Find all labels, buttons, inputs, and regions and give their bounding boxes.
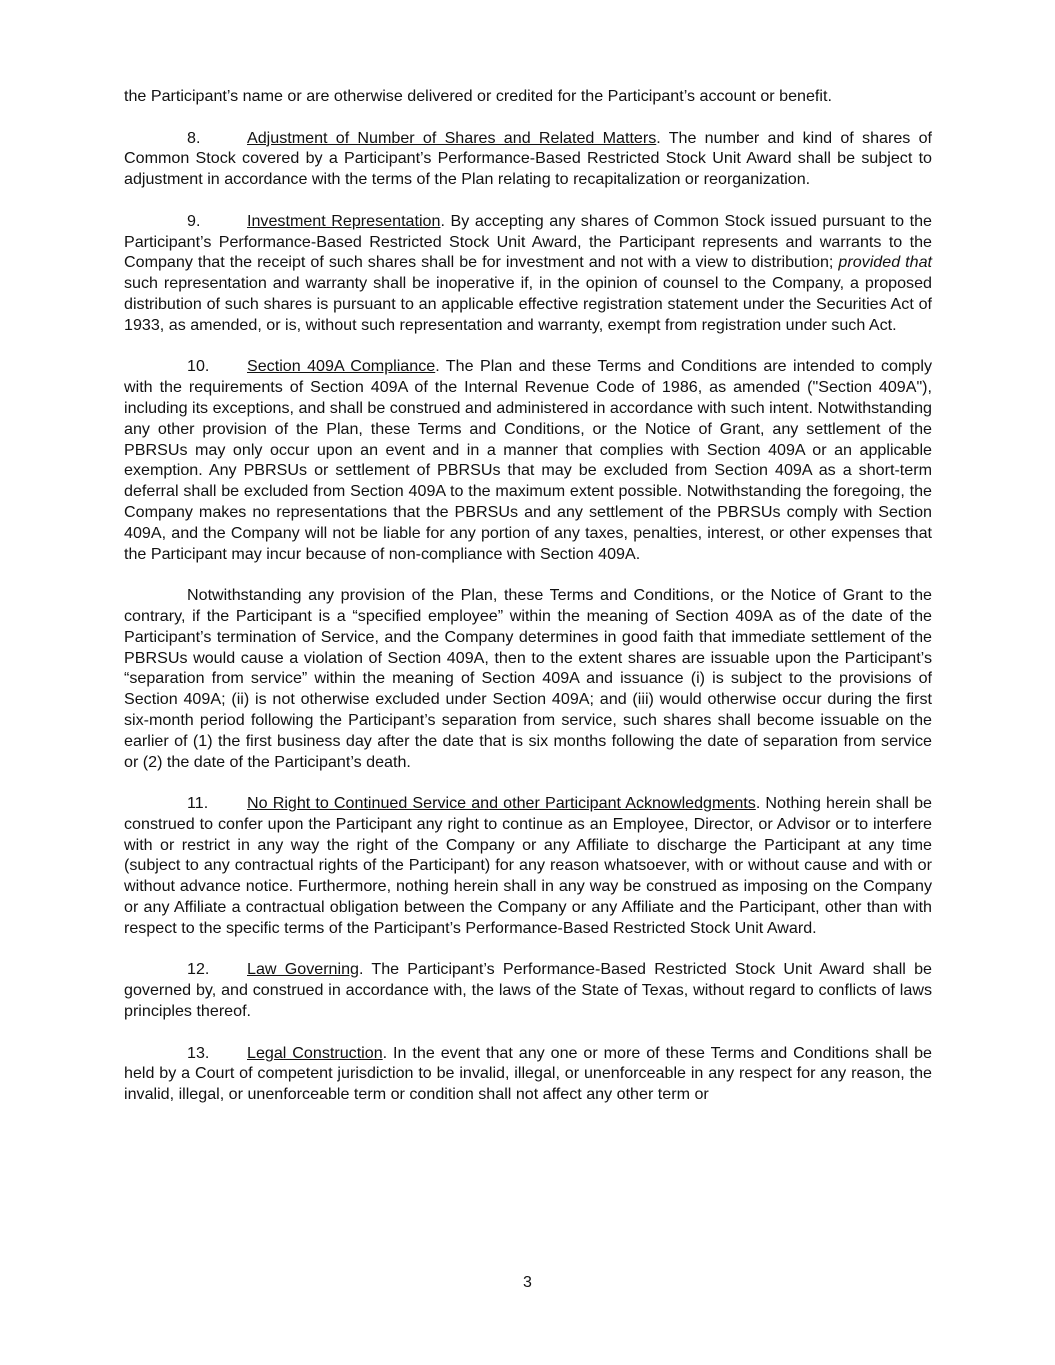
document-page [124,86,932,1126]
page-number: 3 [523,1274,532,1291]
section-heading: No Right to Continued Service and other Participant Acknowledgments [247,794,756,813]
section-body: . The Plan and these Terms and Conditions are intended to comply with the requirements of Section 409A of the Internal Revenue Code of 1986, as amended ("Section 409A"), including its exceptions, and shall be construed and administered in accordance with such intent. Notwithstanding any other provision of the Plan, these Terms and Conditions, or the Notice of Grant, any settlement of the PBRSUs may only occur upon an event and in a manner that complies with Section 409A or an applicable exemption. Any PBRSUs or settlement of PBRSUs that may be excluded from Section 409A as a short-term deferral shall be excluded from Section 409A to the maximum extent possible. Notwithstanding the foregoing, the Company makes no representations that the PBRSUs and any settlement of the PBRSUs comply with Section 409A, and the Company will not be liable for any portion of any taxes, penalties, interest, or other expenses that the Participant may incur because of non-compliance with Section 409A. [124,357,932,563]
section-number: 13. [187,1043,210,1062]
section-body: . The number and kind of shares of Common Stock covered by a Participant’s Performance-Based Restricted Stock Unit Award shall be subject to adjustment in accordance with the terms of the Plan relating to recapitalization or reorganization. [124,128,932,189]
section-13 [124,1043,932,1105]
section-heading: Investment Representation [247,211,441,230]
section-9 [124,211,932,336]
continuation-paragraph: the Participant’s name or are otherwise delivered or credited for the Participant’s account or benefit. [124,87,832,105]
section-heading: Legal Construction [247,1043,383,1062]
section-12 [124,959,932,1021]
section-heading: Law Governing [247,960,359,979]
section-body-continued: such representation and warranty shall be inoperative if, in the opinion of counsel to the Company, a proposed distribution of such shares is pursuant to an applicable effective registration statement under the Securities Act of 1933, as amended, or is, without such representation and warranty, exempt from registration under such Act. [124,274,932,334]
section-number: 12. [187,960,210,979]
section-body: . Nothing herein shall be construed to confer upon the Participant any right to continue as an Employee, Director, or Advisor or to interfere with or restrict in any way the right of the Company or any Affiliate to discharge the Participant at any time (subject to any contractual rights of the Participant) for any reason whatsoever, with or without cause and with or without advance notice. Furthermore, nothing herein shall in any way be construed as imposing on the Company or any Affiliate a contractual obligation between the Company or any Affiliate and the Participant, other than with respect to the specific terms of the Participant’s Performance-Based Restricted Stock Unit Award. [124,794,932,937]
section-number: 9. [187,211,201,230]
italic-phrase: provided that [838,253,932,272]
section-number: 8. [187,128,201,147]
section-number: 11. [187,794,209,813]
section-body: . The Participant’s Performance-Based Restricted Stock Unit Award shall be governed by, and construed in accordance with, the laws of the State of Texas, without regard to conflicts of laws principles thereof. [124,960,932,1021]
section-10-continuation: Notwithstanding any provision of the Plan, these Terms and Conditions, or the Notice of Grant to the contrary, if the Participant is a “specified employee” within the meaning of Section 409A as of the date of the Participant’s termination of Service, and the Company determines in good faith that immediate settlement of the PBRSUs would cause a violation of Section 409A, then to the extent shares are issuable upon the Participant’s “separation from service” within the meaning of Section 409A and issuance (i) is subject to the provisions of Section 409A; (ii) is not otherwise excluded under Section 409A; and (iii) would otherwise occur during the first six-month period following the Participant’s separation from service, such shares shall become issuable on the earlier of (1) the first business day after the date that is six months following the date of separation from service or (2) the date of the Participant’s death. [124,586,932,771]
section-heading: Adjustment of Number of Shares and Related Matters [247,128,657,147]
section-body: . By accepting any shares of Common Stock issued pursuant to the Participant’s Performance-Based Restricted Stock Unit Award, the Participant represents and warrants to the Company that the receipt of such shares shall be for investment and not with a view to distribution; [124,211,932,272]
section-8 [124,128,932,190]
section-number: 10. [187,357,210,376]
section-10 [124,356,932,564]
section-body: . In the event that any one or more of these Terms and Conditions shall be held by a Court of competent jurisdiction to be invalid, illegal, or unenforceable in any respect for any reason, the invalid, illegal, or unenforceable term or condition shall not affect any other term or [124,1043,932,1104]
section-11 [124,793,932,939]
section-heading: Section 409A Compliance [247,357,436,376]
